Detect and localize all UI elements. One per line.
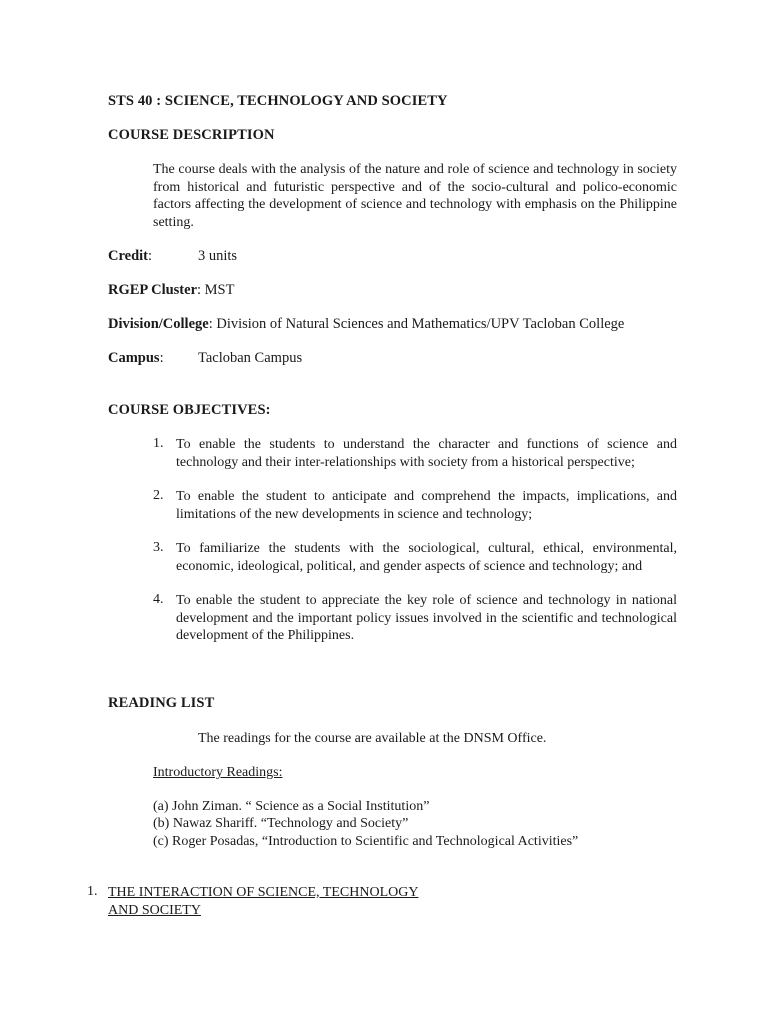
objective-number: 1. [153, 436, 164, 451]
objective-item: To enable the student to appreciate the key role of science and technology in national development and the important policy issues involved in the scientific and technological development of the Philippines. [176, 593, 677, 643]
objective-item: To enable the students to understand the character and functions of science and technology and their inter-relationships with society from a historical perspective; [176, 437, 677, 470]
course-description-heading: COURSE DESCRIPTION [108, 127, 275, 143]
campus-field [108, 350, 164, 367]
division-label: Division/College [108, 316, 209, 332]
topic-number: 1. [87, 884, 98, 899]
course-title: STS 40 : SCIENCE, TECHNOLOGY AND SOCIETY [108, 93, 448, 109]
credit-value: 3 units [198, 248, 238, 264]
division-value: : Division of Natural Sciences and Mathematics/UPV Tacloban College [208, 316, 625, 332]
reading-item: (b) Nawaz Shariff. “Technology and Society” [153, 816, 409, 831]
division-field [108, 316, 624, 333]
campus-label: Campus [108, 350, 160, 366]
reading-item: (a) John Ziman. “ Science as a Social Institution” [153, 799, 430, 814]
reading-item: (c) Roger Posadas, “Introduction to Scientific and Technological Activities” [153, 834, 579, 849]
campus-value: Tacloban Campus [198, 350, 303, 366]
rgep-cluster-field [108, 282, 234, 299]
course-objectives-heading: COURSE OBJECTIVES: [108, 402, 271, 418]
topic-title-line-1: THE INTERACTION OF SCIENCE, TECHNOLOGY [108, 885, 419, 900]
credit-field [108, 248, 152, 265]
topic-title-line-2: AND SOCIETY [108, 903, 201, 918]
credit-label: Credit [108, 248, 149, 264]
reading-list-heading: READING LIST [108, 695, 215, 711]
objective-number: 4. [153, 592, 164, 607]
reading-list-intro: The readings for the course are available at the DNSM Office. [198, 731, 547, 746]
course-description-text: The course deals with the analysis of the nature and role of science and technology in society from historical and futuristic perspective and of the socio-cultural and polico-economic factors affecting the development of science and technology with emphasis on the Philippine setting. [153, 162, 677, 230]
objective-item: To enable the student to anticipate and comprehend the impacts, implications, and limitations of the new developments in science and technology; [176, 489, 677, 522]
objective-number: 3. [153, 540, 164, 555]
rgep-cluster-label: RGEP Cluster [108, 282, 198, 298]
topic-title [108, 884, 678, 920]
objective-number: 2. [153, 488, 164, 503]
objective-item: To familiarize the students with the sociological, cultural, ethical, environmental, economic, ideological, political, and gender aspects of science and technology; and [176, 541, 677, 574]
rgep-cluster-value: : MST [197, 282, 235, 298]
campus-colon: : [159, 350, 164, 366]
introductory-readings-subheading: Introductory Readings: [153, 765, 283, 780]
credit-colon: : [148, 248, 153, 264]
